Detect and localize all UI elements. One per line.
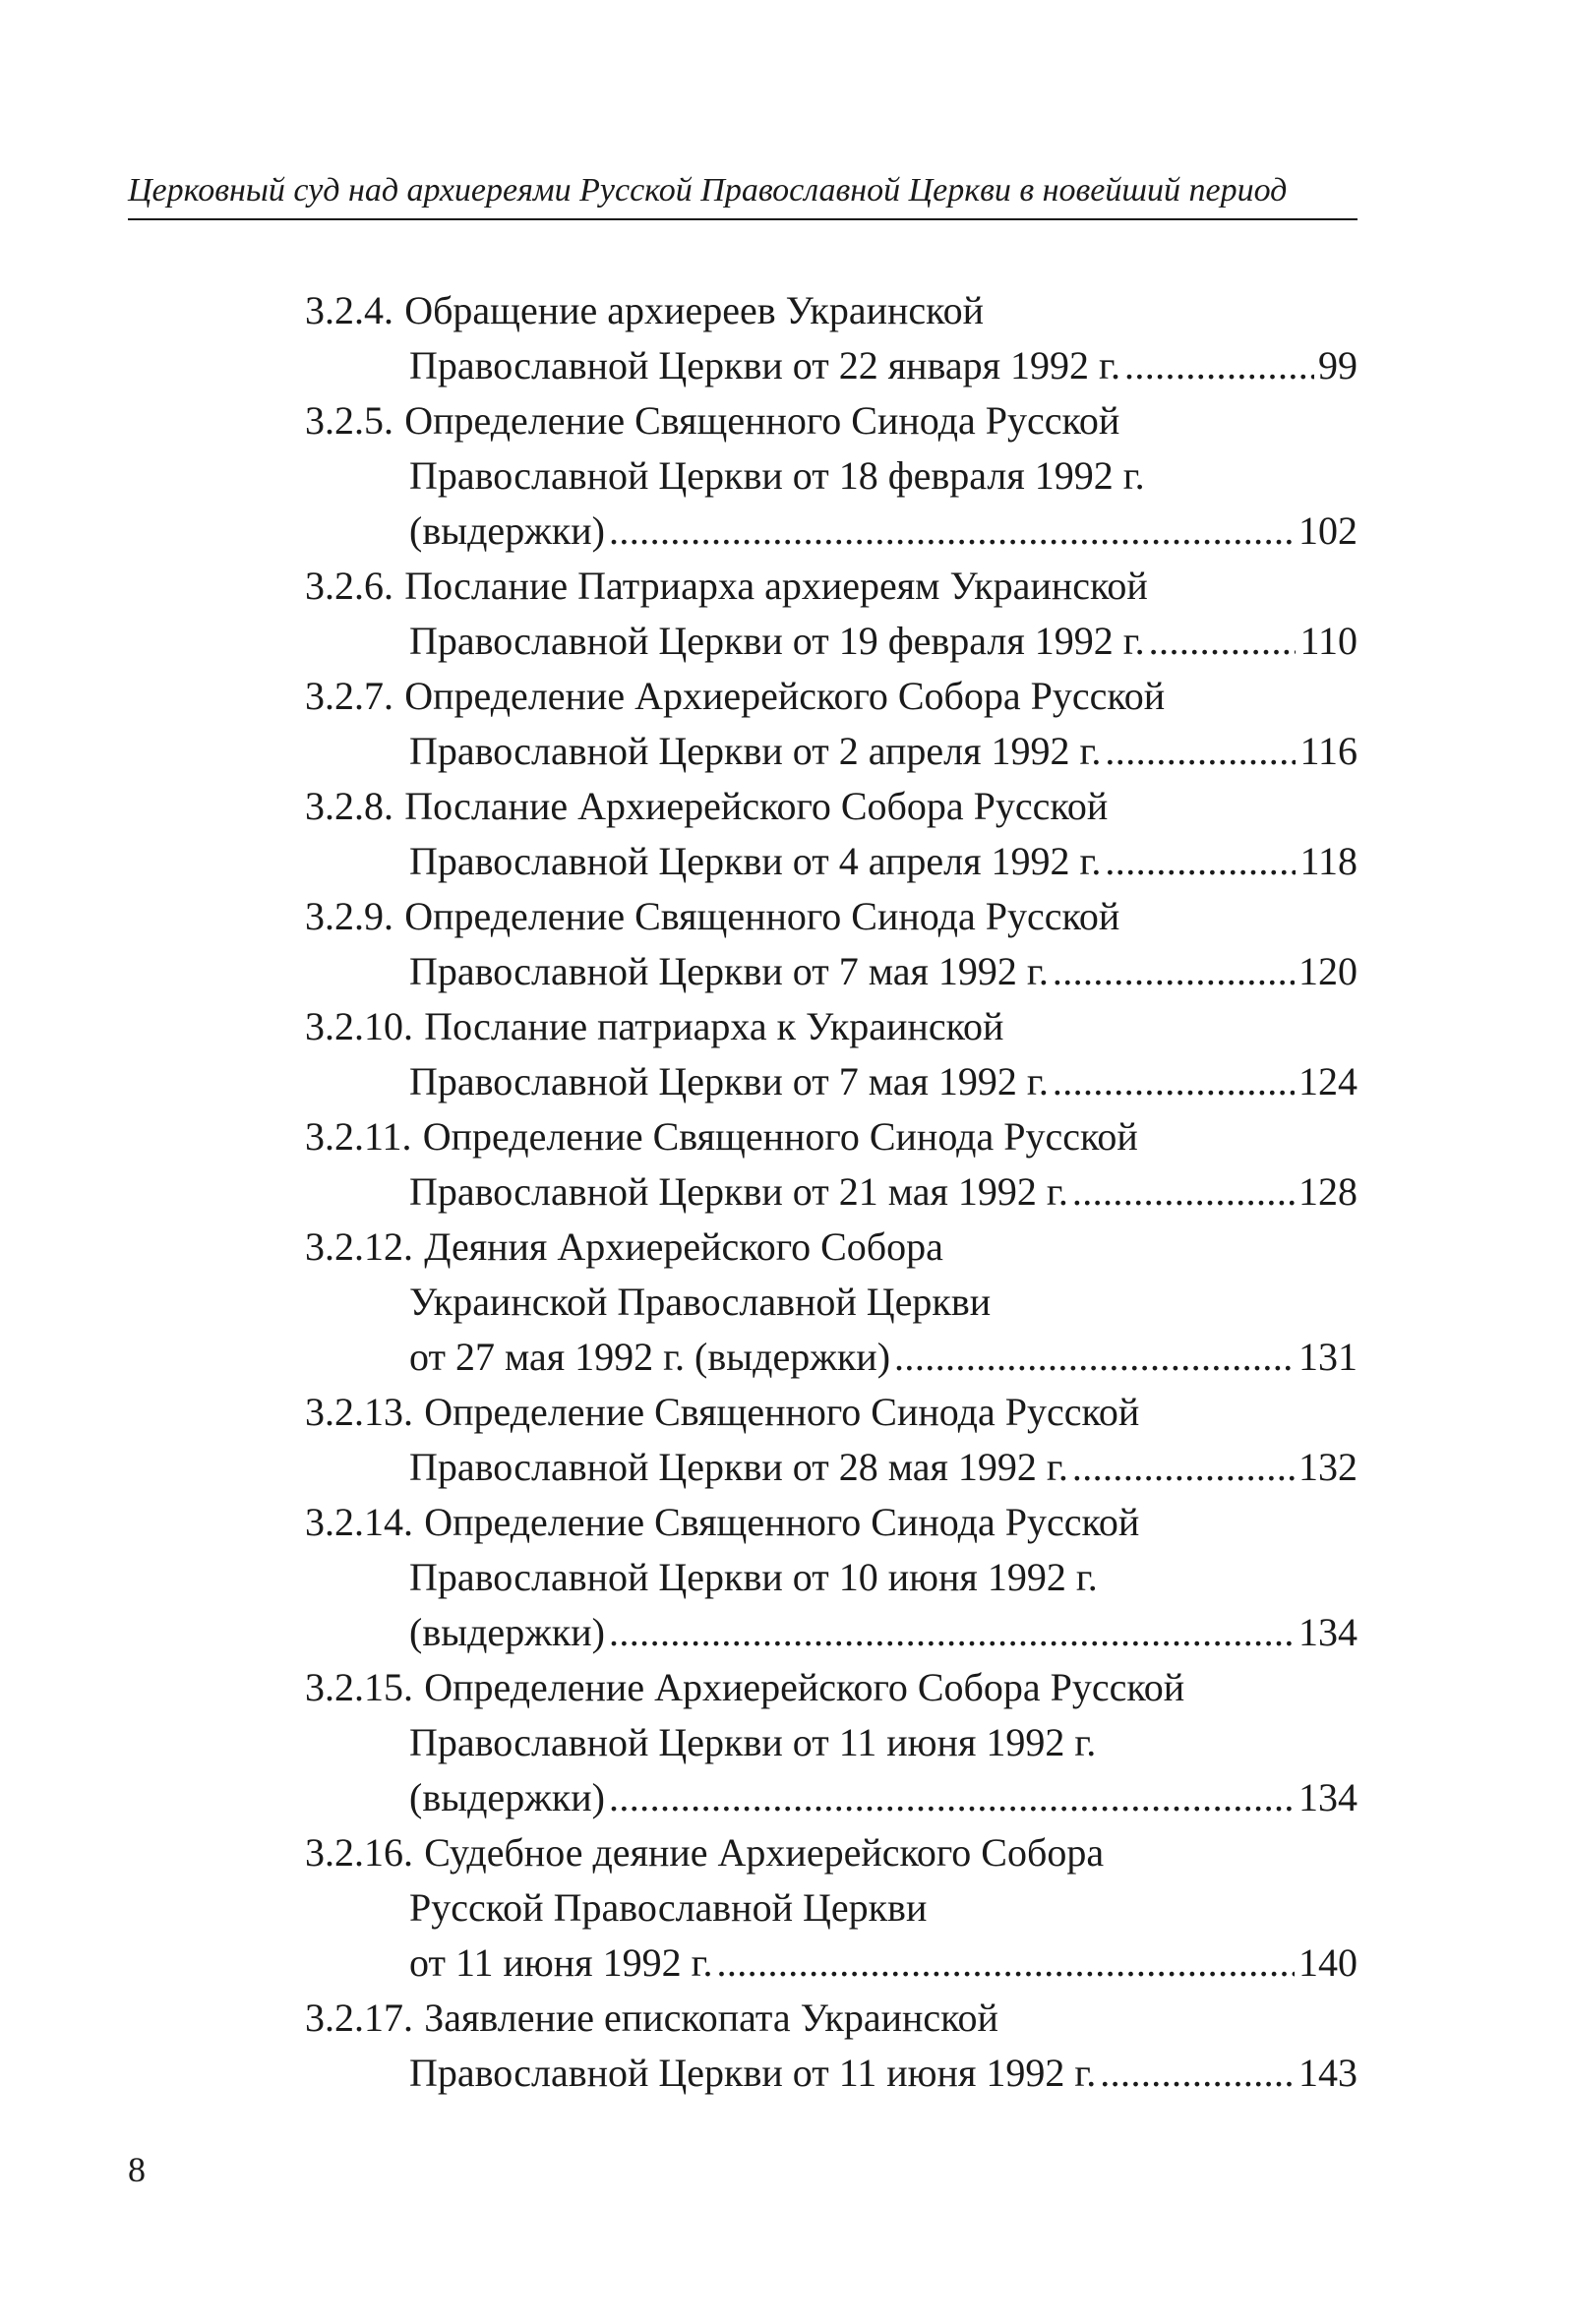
toc-entry[interactable] — [305, 669, 1358, 779]
toc-entry-title: Православной Церкви от 7 мая 1992 г. — [409, 1059, 1049, 1103]
toc-entry-number: 3.2.5. — [305, 398, 393, 443]
toc-entry-title: Деяния Архиерейского Собора — [424, 1224, 943, 1269]
toc-entry-title: Определение Священного Синода Русской — [404, 894, 1120, 938]
toc-entry-title: Послание Патриарха архиереям Украинской — [404, 564, 1148, 608]
toc-entry-title: Православной Церкви от 19 февраля 1992 г. — [409, 619, 1145, 663]
toc-dot-leader — [1100, 2046, 1295, 2101]
toc-entry[interactable] — [305, 1385, 1358, 1495]
toc-dot-leader — [1124, 338, 1314, 393]
page-number: 8 — [128, 2150, 146, 2189]
toc-entry-line — [305, 1385, 1358, 1440]
toc-entry[interactable] — [305, 283, 1358, 393]
toc-entry-title: Послание патриарха к Украинской — [424, 1004, 1004, 1048]
toc-dot-leader — [716, 1936, 1295, 1991]
toc-entry-title: Православной Церкви от 22 января 1992 г. — [409, 343, 1120, 387]
toc-entry[interactable] — [305, 1495, 1358, 1660]
toc-entry-line — [305, 1605, 1358, 1660]
toc-entry-title: от 11 июня 1992 г. — [409, 1940, 713, 1985]
toc-entry-page: 116 — [1299, 729, 1358, 773]
toc-entry-line — [305, 1220, 1358, 1275]
toc-entry-title: Русской Православной Церкви — [409, 1885, 928, 1930]
toc-entry-title: от 27 мая 1992 г. (выдержки) — [409, 1335, 891, 1379]
toc-entry-number: 3.2.11. — [305, 1114, 412, 1159]
toc-dot-leader — [1105, 834, 1296, 889]
toc-entry-line — [305, 614, 1358, 669]
toc-entry-title: Определение Архиерейского Собора Русской — [424, 1665, 1185, 1709]
toc-entry-title: Определение Архиерейского Собора Русской — [404, 674, 1166, 718]
toc-entry-title: Послание Архиерейского Собора Русской — [404, 784, 1109, 828]
toc-dot-leader — [1072, 1440, 1295, 1495]
toc-entry-number: 3.2.13. — [305, 1390, 413, 1434]
toc-dot-leader — [609, 504, 1295, 559]
table-of-contents — [305, 283, 1358, 2101]
toc-entry-page: 99 — [1318, 343, 1358, 387]
toc-entry-page: 140 — [1298, 1940, 1358, 1985]
toc-entry-page: 132 — [1298, 1445, 1358, 1489]
toc-entry-number: 3.2.14. — [305, 1500, 413, 1544]
toc-entry[interactable] — [305, 1109, 1358, 1220]
toc-entry-title: (выдержки) — [409, 508, 605, 553]
toc-entry-line — [305, 1054, 1358, 1109]
toc-entry-number: 3.2.4. — [305, 288, 393, 332]
toc-entry-title: Православной Церкви от 11 июня 1992 г. — [409, 1720, 1097, 1764]
toc-entry-title: Обращение архиереев Украинской — [404, 288, 984, 332]
toc-entry-page: 131 — [1298, 1335, 1358, 1379]
toc-entry[interactable] — [305, 559, 1358, 669]
toc-dot-leader — [609, 1605, 1295, 1660]
toc-entry[interactable] — [305, 1220, 1358, 1385]
toc-entry-line — [305, 1440, 1358, 1495]
toc-entry-title: Определение Священного Синода Русской — [424, 1390, 1140, 1434]
toc-entry-line — [305, 1275, 1358, 1330]
toc-entry-page: 110 — [1299, 619, 1358, 663]
toc-entry[interactable] — [305, 999, 1358, 1109]
toc-entry-line — [305, 448, 1358, 504]
toc-entry-number: 3.2.15. — [305, 1665, 413, 1709]
toc-entry-page: 128 — [1298, 1169, 1358, 1214]
toc-entry-title: Определение Священного Синода Русской — [422, 1114, 1138, 1159]
toc-entry-line — [305, 724, 1358, 779]
running-head: Церковный суд над архиереями Русской Православной Церкви в новейший период — [128, 172, 1288, 209]
toc-entry-title: Православной Церкви от 28 мая 1992 г. — [409, 1445, 1068, 1489]
toc-entry-line — [305, 1825, 1358, 1880]
toc-entry-page: 118 — [1299, 839, 1358, 883]
toc-dot-leader — [1105, 724, 1296, 779]
toc-entry-title: (выдержки) — [409, 1610, 605, 1654]
toc-entry-line — [305, 504, 1358, 559]
toc-entry[interactable] — [305, 1660, 1358, 1825]
toc-entry-title: Православной Церкви от 10 июня 1992 г. — [409, 1555, 1098, 1599]
toc-entry[interactable] — [305, 393, 1358, 559]
toc-entry-page: 120 — [1298, 949, 1358, 993]
toc-entry-title: Православной Церкви от 11 июня 1992 г. — [409, 2051, 1097, 2095]
toc-entry-number: 3.2.12. — [305, 1224, 413, 1269]
toc-entry[interactable] — [305, 779, 1358, 889]
toc-entry-line — [305, 1991, 1358, 2046]
toc-entry-page: 143 — [1298, 2051, 1358, 2095]
toc-entry-line — [305, 559, 1358, 614]
toc-entry-title: Православной Церкви от 4 апреля 1992 г. — [409, 839, 1102, 883]
toc-dot-leader — [1053, 944, 1295, 999]
toc-entry-line — [305, 1164, 1358, 1220]
toc-entry-number: 3.2.9. — [305, 894, 393, 938]
toc-dot-leader — [609, 1770, 1295, 1825]
toc-entry-line — [305, 779, 1358, 834]
toc-entry-line — [305, 1770, 1358, 1825]
toc-entry-title: Православной Церкви от 18 февраля 1992 г. — [409, 453, 1145, 498]
toc-entry-line — [305, 1330, 1358, 1385]
toc-entry-line — [305, 1109, 1358, 1164]
toc-entry-line — [305, 1936, 1358, 1991]
toc-entry-line — [305, 2046, 1358, 2101]
toc-entry-line — [305, 283, 1358, 338]
toc-dot-leader — [894, 1330, 1295, 1385]
toc-entry-number: 3.2.16. — [305, 1830, 413, 1875]
toc-entry-number: 3.2.6. — [305, 564, 393, 608]
toc-entry-page: 134 — [1298, 1775, 1358, 1819]
toc-entry-title: (выдержки) — [409, 1775, 605, 1819]
toc-entry-page: 124 — [1298, 1059, 1358, 1103]
toc-dot-leader — [1053, 1054, 1295, 1109]
toc-entry-title: Определение Священного Синода Русской — [404, 398, 1120, 443]
header-rule — [128, 218, 1358, 220]
toc-entry-number: 3.2.17. — [305, 1996, 413, 2040]
toc-entry-line — [305, 1550, 1358, 1605]
toc-entry-line — [305, 1880, 1358, 1936]
toc-entry[interactable] — [305, 1991, 1358, 2101]
toc-entry-title: Православной Церкви от 2 апреля 1992 г. — [409, 729, 1102, 773]
toc-entry-title: Православной Церкви от 21 мая 1992 г. — [409, 1169, 1068, 1214]
toc-entry-number: 3.2.10. — [305, 1004, 413, 1048]
toc-entry-line — [305, 834, 1358, 889]
toc-entry-page: 102 — [1298, 508, 1358, 553]
toc-entry-number: 3.2.8. — [305, 784, 393, 828]
toc-entry-title: Определение Священного Синода Русской — [424, 1500, 1140, 1544]
toc-entry-line — [305, 1495, 1358, 1550]
toc-entry-page: 134 — [1298, 1610, 1358, 1654]
toc-entry-line — [305, 999, 1358, 1054]
toc-entry[interactable] — [305, 1825, 1358, 1991]
toc-entry-line — [305, 338, 1358, 393]
toc-entry-line — [305, 889, 1358, 944]
toc-entry-line — [305, 393, 1358, 448]
toc-entry-title: Украинской Православной Церкви — [409, 1280, 992, 1324]
toc-entry-title: Заявление епископата Украинской — [424, 1996, 998, 2040]
toc-entry[interactable] — [305, 889, 1358, 999]
toc-dot-leader — [1072, 1164, 1295, 1220]
toc-entry-line — [305, 1660, 1358, 1715]
toc-entry-line — [305, 944, 1358, 999]
toc-entry-line — [305, 669, 1358, 724]
toc-dot-leader — [1149, 614, 1297, 669]
toc-entry-title: Судебное деяние Архиерейского Собора — [424, 1830, 1105, 1875]
toc-entry-number: 3.2.7. — [305, 674, 393, 718]
toc-entry-line — [305, 1715, 1358, 1770]
toc-entry-title: Православной Церкви от 7 мая 1992 г. — [409, 949, 1049, 993]
